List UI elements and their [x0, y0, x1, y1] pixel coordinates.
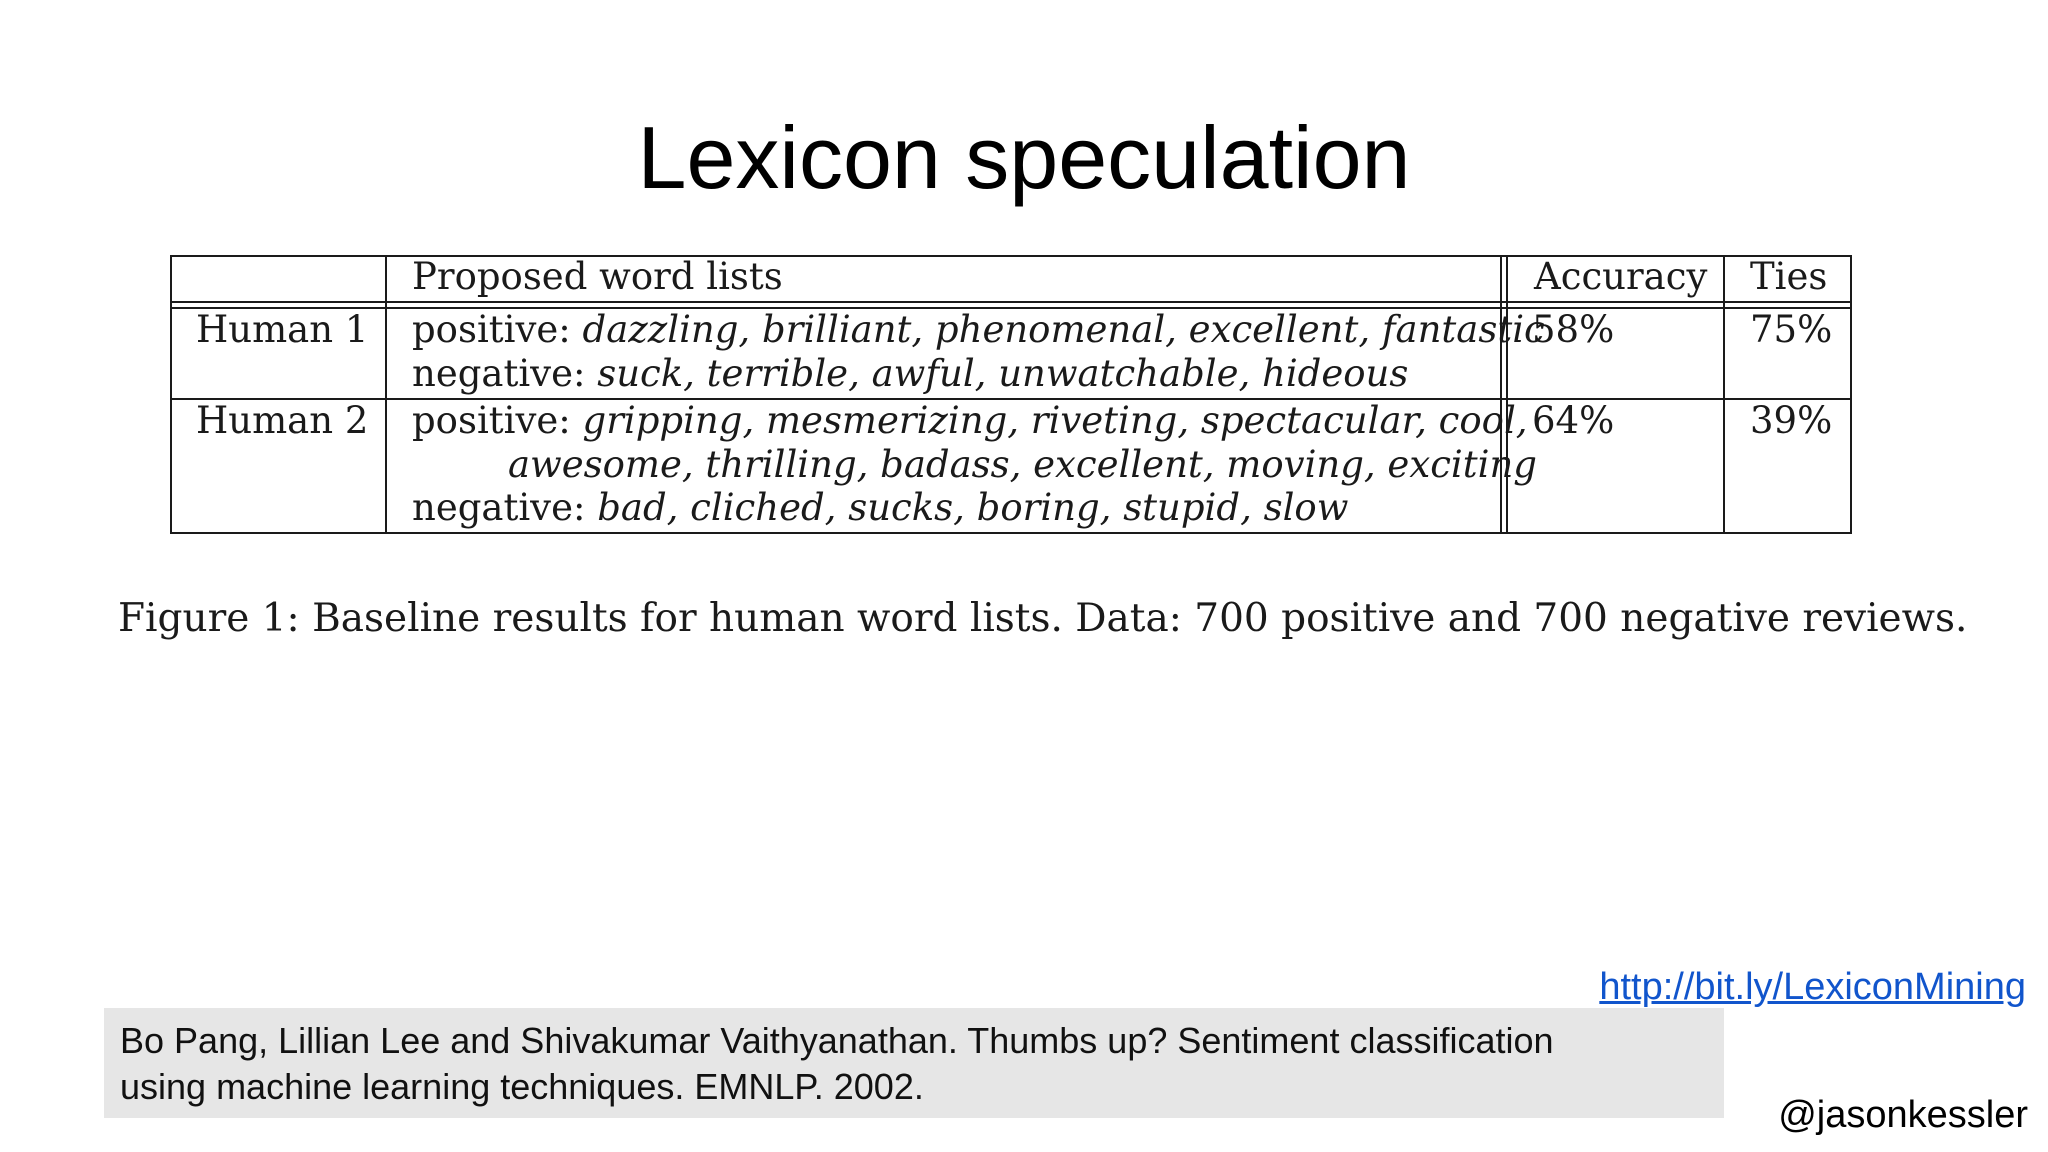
author-handle: @jasonkessler [1778, 1094, 2028, 1136]
negative-label: negative: [412, 486, 586, 529]
citation-text [120, 1018, 1720, 1110]
table-rule-col3 [1723, 255, 1725, 534]
header-accuracy: Accuracy [1534, 255, 1708, 298]
human-2-negative [412, 486, 1348, 530]
positive-words: dazzling, brilliant, phenomenal, excellent, fantastic [582, 308, 1545, 351]
human-1-ties: 75% [1750, 308, 1833, 351]
human-2-positive [412, 399, 1528, 443]
citation-box [104, 1008, 1724, 1118]
citation-line-1: Bo Pang, Lillian Lee and Shivakumar Vaithyanathan. Thumbs up? Sentiment classification [120, 1020, 1554, 1061]
row-name-human-1: Human 1 [196, 308, 369, 351]
figure-caption: Figure 1: Baseline results for human word lists. Data: 700 positive and 700 negative reviews. [118, 596, 1968, 641]
lexicon-mining-link[interactable]: http://bit.ly/LexiconMining [1599, 966, 2026, 1008]
table-rule-header-1 [170, 301, 1852, 303]
table-rule-bottom [170, 532, 1852, 534]
negative-label: negative: [412, 352, 586, 395]
slide-title: Lexicon speculation [637, 108, 1411, 207]
positive-words: gripping, mesmerizing, riveting, spectacular, cool, [582, 399, 1528, 442]
positive-label: positive: [412, 308, 571, 351]
human-1-negative [412, 352, 1408, 396]
citation-line-2: using machine learning techniques. EMNLP. 2002. [120, 1066, 924, 1107]
human-1-accuracy: 58% [1532, 308, 1615, 351]
table-rule-left [170, 255, 172, 534]
table-rule-col2a [1500, 255, 1502, 534]
header-ties: Ties [1750, 255, 1828, 298]
human-2-positive-cont [508, 443, 1537, 487]
positive-words-cont: awesome, thrilling, badass, excellent, moving, exciting [508, 443, 1537, 486]
negative-words: bad, cliched, sucks, boring, stupid, slow [597, 486, 1349, 529]
table-rule-col2b [1506, 255, 1508, 534]
header-word-lists: Proposed word lists [412, 255, 783, 298]
row-name-human-2: Human 2 [196, 399, 369, 442]
negative-words: suck, terrible, awful, unwatchable, hideous [597, 352, 1409, 395]
table-rule-right [1850, 255, 1852, 534]
table-rule-col1 [385, 255, 387, 534]
human-1-positive [412, 308, 1545, 352]
positive-label: positive: [412, 399, 571, 442]
human-2-ties: 39% [1750, 399, 1833, 442]
human-2-accuracy: 64% [1532, 399, 1615, 442]
word-list-table [170, 255, 1852, 534]
